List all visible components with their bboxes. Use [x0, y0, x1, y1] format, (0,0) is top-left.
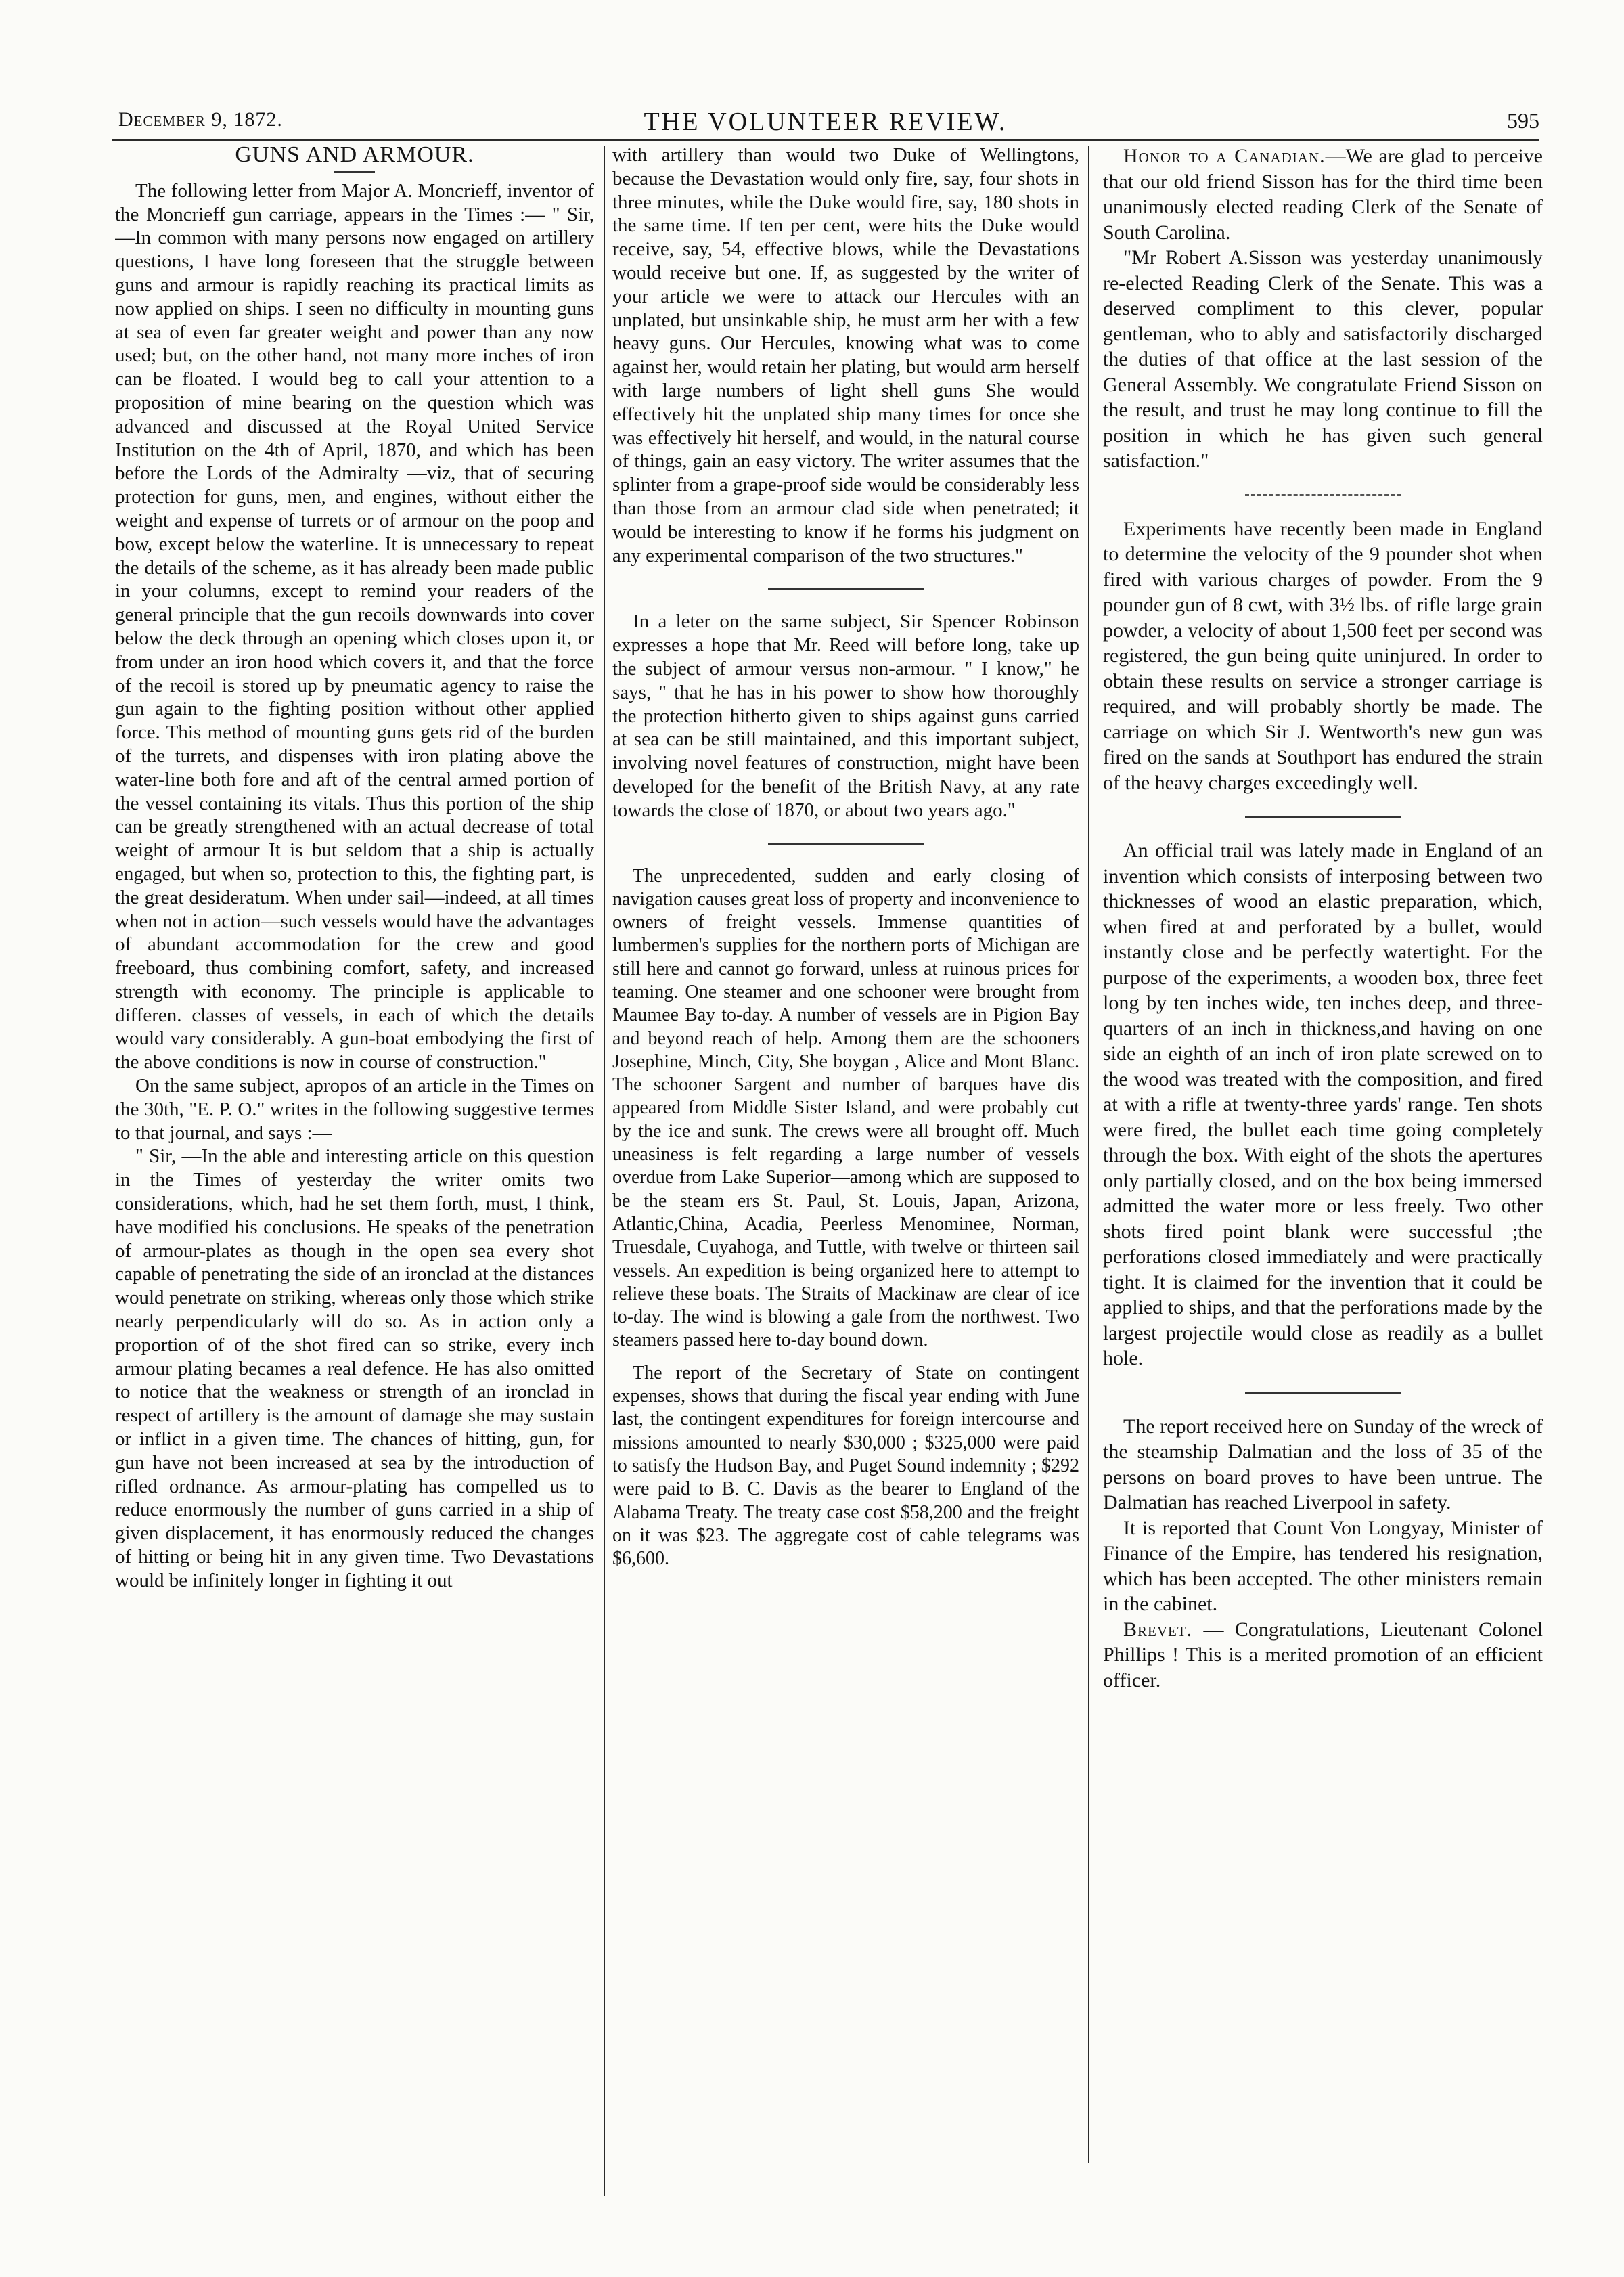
article-paragraph: "Mr Robert A.Sisson was yesterday unanimously re-elected Reading Clerk of the Senate. This was a deserved compliment to this clever, popular gentleman, who to ably and satisfactorily discharged the duties of that office at the last session of the General Assembly. We congratulate Friend Sisson on the result, and trust he may long continue to fill the position in which he has given such general satisfaction.": [1103, 246, 1543, 472]
article-paragraph: It is reported that Count Von Longyay, Minister of Finance of the Empire, has tendered his resignation, which has been accepted. The other ministers remain in the cabinet.: [1103, 1516, 1543, 1615]
item-lead: Honor to a Canadian.: [1123, 145, 1326, 167]
article-paragraph: An official trail was lately made in England of an invention which consists of interposing between two thicknesses of wood an elastic preparation, which, when fired at and perforated by a bullet, would instantly close and be perfectly watertight. For the purpose of the experiments, a wooden box, three feet long by ten inches wide, ten inches deep, and three-quarters of an inch in thickness,and having on one side an eighth of an inch of iron plate screwed on to the wood was treated with the composition, and fired at with a rifle at twenty-three yards' range. Ten shots were fired, the bullet each time going completely through the box. With eight of the shots the apertures only partially closed, and on the box being immersed admitted the water more or less freely. Two other shots fired point blank were successful ;the perforations closed immediately and were practically tight. It is claimed for the invention that it could be applied to ships, and that the perforations made by the largest projectile would close as readily as a bullet hole.: [1103, 839, 1543, 1369]
column-2: [612, 143, 1079, 2215]
section-separator: [1245, 494, 1401, 496]
column-rule-2: [1088, 146, 1089, 2163]
article-paragraph: On the same subject, apropos of an article in the Times on the 30th, "E. P. O." writes in the following suggestive termes to that journal, and says :—: [115, 1075, 594, 1144]
heading-rule: [334, 171, 375, 173]
article-paragraph: The following letter from Major A. Moncrieff, inventor of the Moncrieff gun carriage, appears in the Times :— " Sir, —In common with many persons now engaged on artillery questions, I have long foreseen that the struggle between guns and armour is rapidly reaching its practical limits as now applied on ships. I seen no difficulty in mounting guns at sea of even far greater weight and power than any now used; but, on the other hand, not many more inches of iron can be floated. I would beg to call your attention to a proposition of mine bearing on the question which was advanced and discussed at the Royal United Service Institution on the 4th of April, 1870, and which has been before the Lords of the Admiralty —viz, that of securing protection for guns, men, and engines, without either the weight and expense of turrets or of armour on the poop and bow, except below the waterline. It is unnecessary to repeat the details of the scheme, as it has already been made public in your columns, except to remind your readers of the general principle that the gun recoils downwards into cover below the deck through an opening which closes upon it, or from under an iron hood which covers it, and that the force of the recoil is stored up by pneumatic agency to raise the gun again to the fighting position without other applied force. This method of mounting guns gets rid of the burden of the turrets, and dispenses with iron plating above the water-line both fore and aft of the central armed portion of the vessel containing its vitals. Thus this portion of the ship can be greatly strengthened with an actual decrease of total weight of armour It is but seldom that a ship is actually engaged, but when so, protection to this, the fighting part, is the great desideratum. When under sail—indeed, at all times when not in action—such vessels would have the advantages of abundant accommodation for the crew and good freeboard, thus combining comfort, safety, and increased strength with economy. The principle is applicable to differen. classes of vessels, in each of which the details would vary considerably. A gun-boat embodying the first of the above conditions is now in course of construction.": [115, 179, 594, 1074]
header-page-number: 595: [1507, 108, 1539, 133]
item-lead: Brevet.: [1123, 1618, 1193, 1641]
article-heading: GUNS AND ARMOUR.: [235, 143, 474, 167]
section-separator: [768, 588, 924, 590]
header-title: THE VOLUNTEER REVIEW.: [644, 108, 1008, 136]
page-header: [112, 102, 1539, 135]
header-date: December 9, 1872.: [118, 108, 283, 131]
article-paragraph: The report of the Secretary of State on contingent expenses, shows that during the fiscal year ending with June last, the contingent expenditures for foreign intercourse and missions amounted to nearly $30,000 ; $325,000 were paid to satisfy the Hudson Bay, and Puget Sound indemnity ; $292 were paid to B. C. Davis as the bearer to England of the Alabama Treaty. The treaty case cost $58,200 and the freight on it was $23. The aggregate cost of cable telegrams was $6,600.: [612, 1362, 1079, 1570]
news-item-brevet: [1103, 1617, 1543, 1694]
article-paragraph: In a leter on the same subject, Sir Spencer Robinson expresses a hope that Mr. Reed will before long, take up the subject of armour versus non-armour. " I know," he says, " that he has in his power to show how thoroughly the protection hitherto given to ships against guns carried at sea can be still maintained, and this important subject, involving novel features of construction, might have been developed for the benefit of the British Navy, at any rate towards the close of 1870, or about two years ago.": [612, 611, 1079, 821]
section-separator: [768, 843, 924, 845]
item-text: —We are glad to perceive that our old friend Sisson has for the third time been unanimously elected reading Clerk of the Senate of South Carolina.: [1103, 145, 1543, 244]
article-paragraph: with artillery than would two Duke of Wellingtons, because the Devastation would only fire, say, four shots in three minutes, while the Duke would fire, say, 180 shots in the same time. If ten per cent, were hits the Duke would receive, say, 54, effective blows, while the Devastations would receive but one. If, as suggested by the writer of your article we were to attack our Hercules with an unplated, but unsinkable ship, he must arm her with a few heavy guns. Our Hercules, knowing what was to come against her, would retain her plating, but would arm herself with large numbers of light shell guns She would effectively hit the unplated ship many times for once she was effectively hit herself, and would, in the natural course of things, gain an easy victory. The writer assumes that the splinter from a grape-proof side would be considerably less than those from an armour clad side when penetrated; it would be interesting to know if he forms his judgment on any experimental comparison of the two structures.": [612, 144, 1079, 567]
column-3: [1103, 143, 1543, 2215]
header-rule: [112, 139, 1539, 141]
column-1: [115, 143, 594, 2215]
article-paragraph: " Sir, —In the able and interesting article on this question in the Times of yesterday the writer omits two considerations, which, had he set them forth, must, I think, have modified his conclusions. He speaks of the penetration of armour-plates as though in the open sea every shot capable of penetrating the side of an ironclad at the distances would penetrate on striking, whereas only those which strike nearly perpendicularly will do so. As in action only a proportion of of the shot fired can so strike, every inch armour plating becames a real defence. He has also omitted to notice that the weakness or strength of an ironclad in respect of artillery is the amount of damage she may sustain or inflict in a given time. The chances of hitting, gun, for gun have not been increased at sea by the introduction of rifled ordnance. As armour-plating has compelled us to reduce enormously the number of guns carried in a ship of given displacement, it has enormously reduced the changes of hitting or being hit in any given time. Two Devastations would be infinitely longer in fighting it out: [115, 1145, 594, 1591]
section-separator: [1245, 1392, 1401, 1394]
article-paragraph: The unprecedented, sudden and early closing of navigation causes great loss of property and inconvenience to owners of freight vessels. Immense quantities of lumbermen's supplies for the northern ports of Michigan are still here and cannot go forward, unless at ruinous prices for teaming. One steamer and one schooner were brought from Maumee Bay to-day. A number of vessels are in Pigion Bay and beyond reach of help. Among them are the schooners Josephine, Minch, City, She boygan , Alice and Mont Blanc. The schooner Sargent and number of barques have dis appeared from Middle Sister Island, and were probably cut by the ice and sunk. The crews were all brought off. Much uneasiness is felt regarding a large number of vessels overdue from Lake Superior—among which are supposed to be the steam ers St. Paul, St. Louis, Japan, Arizona, Atlantic,China, Acadia, Peerless Menominee, Norman, Truesdale, Cuyahoga, and Tuttle, with twelve or thirteen sail vessels. An expedition is being organized here to attempt to relieve these boats. The Straits of Mackinaw are clear of ice to-day. The wind is blowing a gale from the northwest. Two steamers passed here to-day bound down.: [612, 865, 1079, 1351]
news-item-canadian: [1103, 143, 1543, 245]
article-paragraph: Experiments have recently been made in England to determine the velocity of the 9 pounder shot when fired with various charges of powder. From the 9 pounder gun of 8 cwt, with 3½ lbs. of rifle large grain powder, a velocity of about 1,500 feet per second was registered, the gun being quite uninjured. In order to obtain these results on service a stronger carriage is required, and will probably shortly be made. The carriage on which Sir J. Wentworth's new gun was fired on the sands at Southport has endured the strain of the heavy charges exceedingly well.: [1103, 517, 1543, 794]
column-rule-1: [604, 146, 605, 2196]
section-separator: [1245, 816, 1401, 818]
article-paragraph: The report received here on Sunday of the wreck of the steamship Dalmatian and the loss of 35 of the persons on board proves to have been untrue. The Dalmatian has reached Liverpool in safety.: [1103, 1415, 1543, 1513]
item-text: — Congratulations, Lieutenant Colonel Phillips ! This is a merited promotion of an efficient officer.: [1103, 1618, 1543, 1692]
